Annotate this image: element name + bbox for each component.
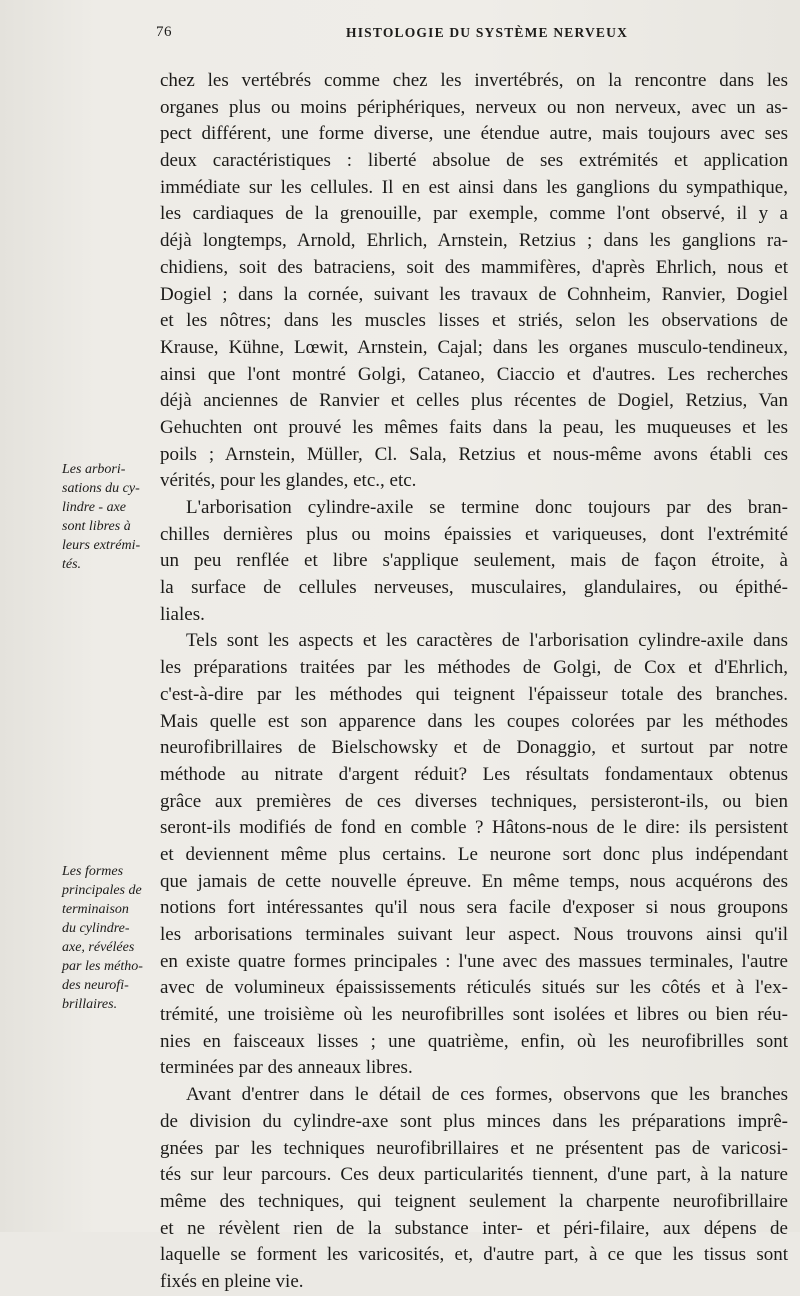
text-line: trémité, une troisième où les neurofibrilles sont isolées et libres ou bien réu- [160,1004,788,1026]
text-line: Mais quelle est son apparence dans les coupes colorées par les méthodes [160,710,788,732]
text-line: en existe quatre formes principales : l'une avec des massues terminales, l'autre [160,950,788,972]
page-header [150,24,790,44]
text-line: pect différent, une forme diverse, une étendue autre, mais toujours avec ses [160,123,788,145]
text-line: les arborisations terminales suivant leur aspect. Nous trouvons ainsi qu'il [160,924,788,945]
text-line: Dogiel ; dans la cornée, suivant les travaux de Cohnheim, Ranvier, Dogiel [160,283,788,305]
paragraph-3 [160,628,788,1082]
text-line: les cardiaques de la grenouille, par exemple, comme l'ont observé, il y a [160,203,788,225]
text-line: chilles dernières plus ou moins épaissies et variqueuses, dont l'extrémité [160,523,788,545]
text-line: déjà longtemps, Arnold, Ehrlich, Arnstein, Retzius ; dans les ganglions ra- [160,230,788,252]
text-line: c'est-à-dire par les méthodes qui teignent l'épaisseur totale des branches. [160,683,788,705]
text-line: chidiens, soit des batraciens, soit des mammifères, d'après Ehrlich, nous et [160,256,788,278]
text-line: gnées par les techniques neurofibrillaires et ne présentent pas de varicosi- [160,1137,788,1159]
text-line: et les nôtres; dans les muscles lisses et striés, selon les observations de [160,310,788,332]
margin-note-line: leurs extrémi- [62,538,141,553]
text-line: même des techniques, qui teignent seulement la charpente neurofibrillaire [160,1190,788,1212]
paragraph-1 [160,68,788,495]
text-line: laquelle se forment les varicosités, et, d'autre part, à ce que les tissus sont [160,1244,788,1266]
text-line: vérités, pour les glandes, etc., etc. [160,470,417,492]
margin-note-line: axe, révélées [62,940,135,955]
text-line: méthode au nitrate d'argent réduit? Les résultats fondamentaux obtenus [160,763,788,785]
paragraph-2 [160,495,788,628]
text-line: deux caractéristiques : liberté absolue de ses extrémités et application [160,150,788,172]
text-line: terminées par des anneaux libres. [160,1057,413,1079]
margin-note-line: sations du cy- [62,481,140,496]
text-line: un peu renflée et libre s'applique seulement, mais de façon étroite, à [160,550,788,572]
paragraph-4 [160,1082,788,1296]
text-line: grâce aux premières de ces diverses techniques, persisteront-ils, ou bien [160,790,788,812]
running-head: HISTOLOGIE DU SYSTÈME NERVEUX [346,25,629,40]
text-line: seront-ils modifiés de fond en comble ? Hâtons-nous de le dire: ils persistent [160,817,788,839]
text-line: de division du cylindre-axe sont plus minces dans les préparations imprê- [160,1110,788,1132]
text-line: déjà anciennes de Ranvier et celles plus récentes de Dogiel, Retzius, Van [160,390,788,412]
text-line: neurofibrillaires de Bielschowsky et de Donaggio, et surtout par notre [160,737,788,759]
margin-note-line: des neurofi- [62,978,129,993]
text-line: chez les vertébrés comme chez les invertébrés, on la rencontre dans les [160,70,788,91]
text-line: et deviennent même plus certains. Le neurone sort donc plus indépendant [160,843,788,865]
margin-note-line: tés. [62,557,82,572]
text-line: nies en faisceaux lisses ; une quatrième, enfin, où les neurofibrilles sont [160,1030,788,1052]
page-number: 76 [156,24,172,40]
margin-note-line: sont libres à [62,519,131,534]
text-line: la surface de cellules nerveuses, musculaires, glandulaires, ou épithé- [160,577,788,599]
text-line: avec de volumineux épaississements réticulés situés sur les côtés et à l'ex- [160,977,788,999]
text-line: organes plus ou moins périphériques, nerveux ou non nerveux, avec un as- [160,96,788,118]
body-text [160,68,788,1296]
margin-note-line: par les métho- [62,959,143,974]
text-line: notions fort intéressantes qu'il nous sera facile d'exposer si nous groupons [160,897,788,919]
text-line: Krause, Kühne, Lœwit, Arnstein, Cajal; dans les organes musculo-tendineux, [160,336,788,358]
margin-note-line: brillaires. [62,997,118,1012]
margin-note-formes [62,862,158,1014]
margin-note-line: Les arbori- [62,462,126,477]
margin-note-line: terminaison [62,902,129,917]
text-line: tés sur leur parcours. Ces deux particularités tiennent, d'une part, à la nature [160,1164,788,1186]
margin-note-line: principales de [62,883,142,898]
text-line: que jamais de cette nouvelle épreuve. En même temps, nous acquérons des [160,870,788,892]
text-line: fixés en pleine vie. [160,1270,304,1292]
margin-note-line: Les formes [62,864,124,879]
margin-note-line: lindre - axe [62,500,127,515]
text-line: ainsi que l'ont montré Golgi, Cataneo, Ciaccio et d'autres. Les recherches [160,363,788,385]
text-line: L'arborisation cylindre-axile se termine donc toujours par des bran- [186,497,788,518]
margin-note-arborisations [62,460,158,574]
text-line: immédiate sur les cellules. Il en est ainsi dans les ganglions du sympathique, [160,176,788,198]
text-line: poils ; Arnstein, Müller, Cl. Sala, Retzius et nous-même avons établi ces [160,443,788,465]
text-line: Avant d'entrer dans le détail de ces formes, observons que les branches [186,1084,788,1106]
text-line: Tels sont les aspects et les caractères de l'arborisation cylindre-axile dans [186,630,788,652]
text-line: les préparations traitées par les méthodes de Golgi, de Cox et d'Ehrlich, [160,657,788,679]
text-line: liales. [160,603,205,625]
text-line: Gehuchten ont prouvé les mêmes faits dans la peau, les muqueuses et les [160,416,788,438]
margin-note-line: du cylindre- [62,921,130,936]
text-line: et ne révèlent rien de la substance inter- et péri-filaire, aux dépens de [160,1217,788,1239]
